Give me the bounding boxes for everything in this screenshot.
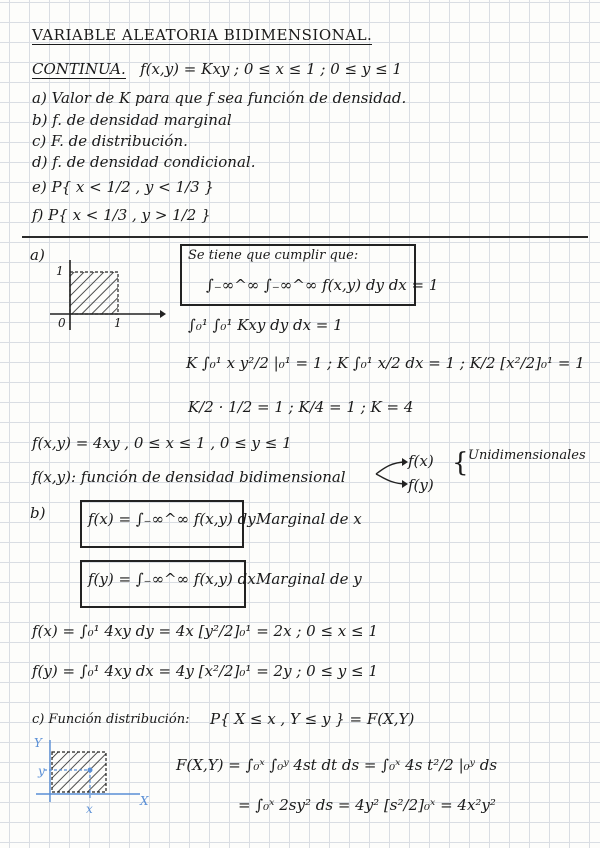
question-b: b) f. de densidad marginal <box>32 111 232 129</box>
part-a-label: a) <box>30 246 45 264</box>
cdf-line1: F(X,Y) = ∫₀ˣ ∫₀ʸ 4st dt ds = ∫₀ˣ 4s t²/2 |₀ʸ ds <box>176 756 498 774</box>
header-definition: f(x,y) = Kxy ; 0 ≤ x ≤ 1 ; 0 ≤ y ≤ 1 <box>140 60 402 78</box>
graph-a-tick-x: 1 <box>114 316 122 330</box>
marginal-fy-label: f(y) <box>408 476 434 494</box>
marginal-x-label: Marginal de x <box>256 510 362 528</box>
region-graph-a <box>48 258 168 336</box>
fy-calculation: f(y) = ∫₀¹ 4xy dx = 4y [x²/2]₀¹ = 2y ; 0 ≤ y ≤ 1 <box>32 662 378 680</box>
marginal-y-label: Marginal de y <box>256 570 362 588</box>
split-arrows <box>372 452 408 492</box>
part-a-step1: ∫₀¹ ∫₀¹ Kxy dy dx = 1 <box>188 316 343 334</box>
section-header <box>32 60 402 78</box>
fx-calculation: f(x) = ∫₀¹ 4xy dy = 4x [y²/2]₀¹ = 2x ; 0 ≤ x ≤ 1 <box>32 622 378 640</box>
box-line2: ∫₋∞^∞ ∫₋∞^∞ f(x,y) dy dx = 1 <box>206 276 439 294</box>
part-a-step2: K ∫₀¹ x y²/2 |₀¹ = 1 ; K ∫₀¹ x/2 dx = 1 ; K/2 [x²/2]₀¹ = 1 <box>186 354 585 372</box>
unidim-brace-icon: { <box>452 448 469 478</box>
part-b-label: b) <box>30 504 46 522</box>
cdf-line2: = ∫₀ˣ 2sy² ds = 4y² [s²/2]₀ˣ = 4x²y² <box>238 796 496 814</box>
graph-c-tick-x: x <box>86 802 93 816</box>
marginal-fx-label: f(x) <box>408 452 434 470</box>
marginal-y-formula: f(y) = ∫₋∞^∞ f(x,y) dx <box>88 570 256 588</box>
graph-c-tick-y: y <box>38 764 45 778</box>
page-title: VARIABLE ALEATORIA BIDIMENSIONAL. <box>32 26 373 44</box>
unidim-label: Unidimensionales <box>468 448 586 463</box>
question-e: e) P{ x < 1/2 , y < 1/3 } <box>32 178 214 196</box>
graph-a-tick-y: 1 <box>56 264 64 278</box>
part-a-step3: K/2 · 1/2 = 1 ; K/4 = 1 ; K = 4 <box>188 398 414 416</box>
density-result: f(x,y) = 4xy , 0 ≤ x ≤ 1 , 0 ≤ y ≤ 1 <box>32 434 292 452</box>
question-a: a) Valor de K para que f sea función de densidad. <box>32 89 407 107</box>
graph-c-axis-y: Y <box>34 736 42 750</box>
box-line1: Se tiene que cumplir que: <box>188 248 359 263</box>
question-d: d) f. de densidad condicional. <box>32 153 256 171</box>
part-c-label: c) Función distribución: <box>32 712 190 727</box>
header-label: CONTINUA. <box>32 60 126 78</box>
marginal-x-formula: f(x) = ∫₋∞^∞ f(x,y) dy <box>88 510 256 528</box>
question-c: c) F. de distribución. <box>32 132 188 150</box>
question-f: f) P{ x < 1/3 , y > 1/2 } <box>32 206 211 224</box>
graph-c-axis-x: X <box>140 794 149 808</box>
section-divider <box>22 236 588 238</box>
bidim-description: f(x,y): función de densidad bidimensional <box>32 468 346 486</box>
graph-a-origin: 0 <box>58 316 66 330</box>
distribution-definition: P{ X ≤ x , Y ≤ y } = F(X,Y) <box>210 710 415 728</box>
